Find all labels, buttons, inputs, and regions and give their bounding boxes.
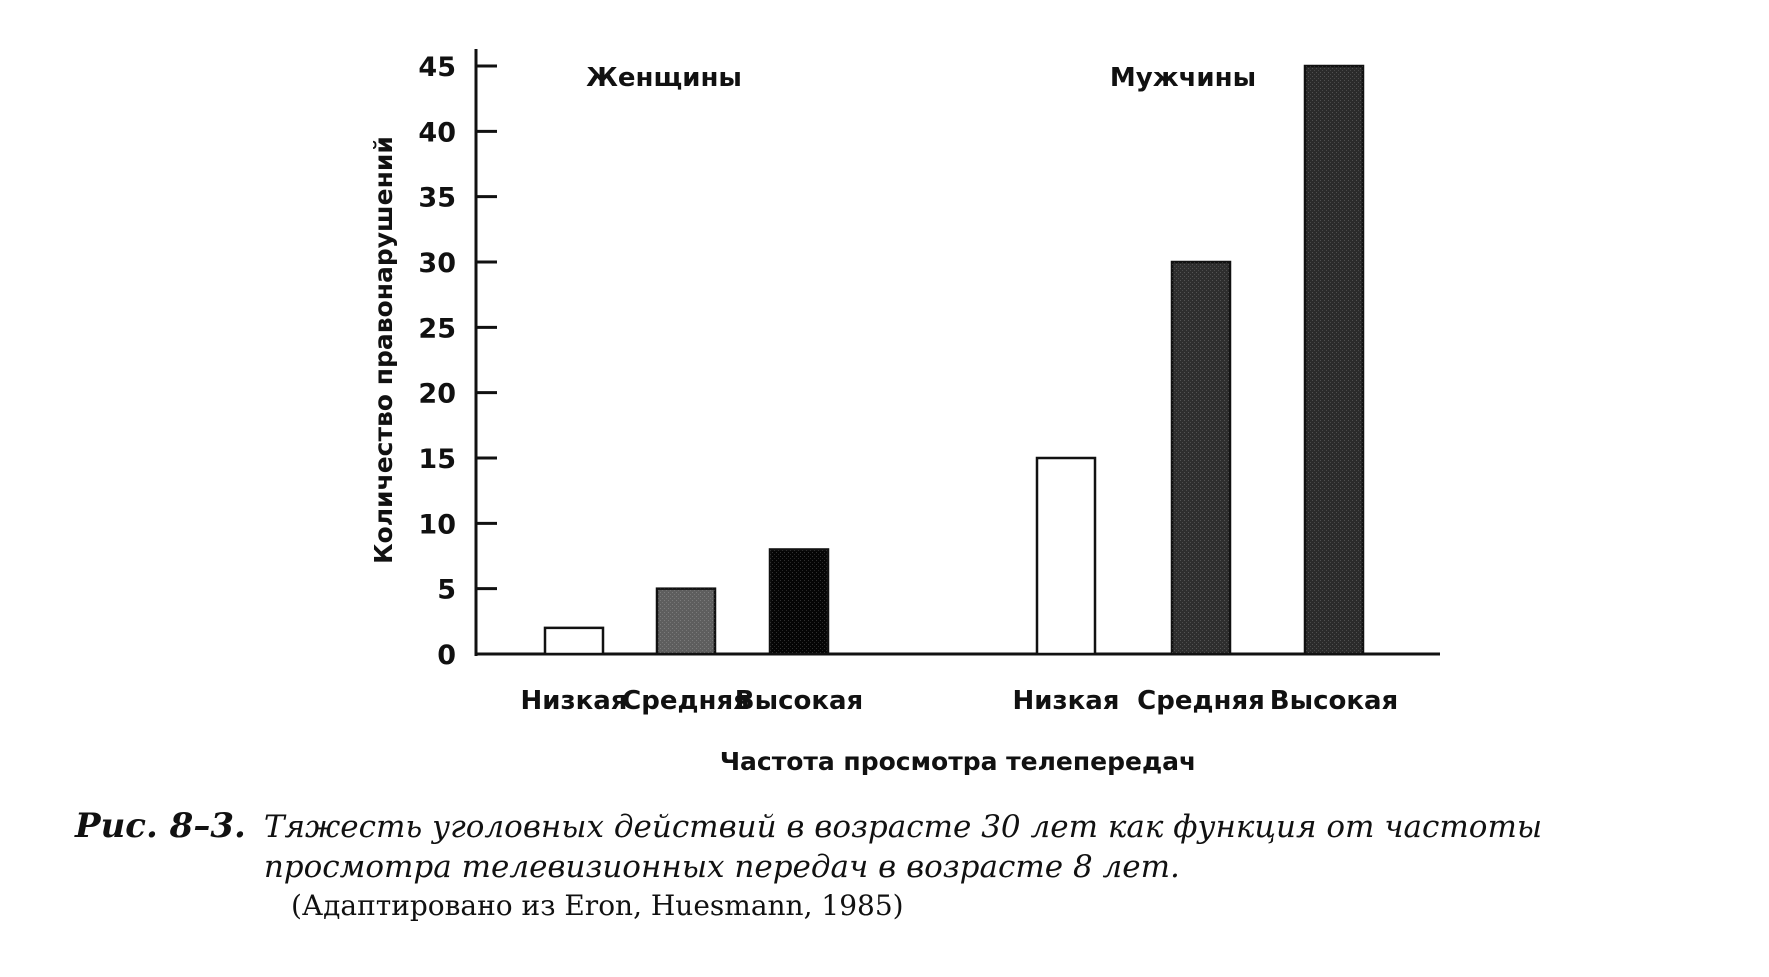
group-label: Мужчины bbox=[1109, 63, 1257, 93]
category-label: Средняя bbox=[622, 686, 750, 716]
bar bbox=[1037, 458, 1095, 654]
y-tick-label: 0 bbox=[437, 640, 456, 671]
category-labels bbox=[521, 686, 1399, 716]
y-tick-label: 20 bbox=[418, 378, 456, 410]
bars bbox=[545, 66, 1363, 654]
y-tick-label: 10 bbox=[418, 509, 456, 541]
bar-texture bbox=[770, 549, 828, 654]
y-tick-label: 5 bbox=[437, 574, 456, 606]
bar-texture bbox=[1172, 262, 1230, 654]
y-tick-label: 30 bbox=[418, 248, 456, 279]
figure-number: Рис. 8–3. bbox=[75, 806, 246, 846]
x-axis-label: Частота просмотра телепередач bbox=[719, 747, 1197, 776]
bar-texture bbox=[1305, 66, 1363, 654]
category-label: Низкая bbox=[520, 686, 628, 716]
category-label: Высокая bbox=[734, 686, 864, 716]
figure-caption bbox=[75, 806, 1715, 922]
category-label: Средняя bbox=[1137, 686, 1265, 716]
group-labels bbox=[586, 63, 1256, 93]
bar bbox=[545, 628, 603, 654]
group-label: Женщины bbox=[586, 63, 742, 93]
category-label: Высокая bbox=[1269, 686, 1399, 716]
figure-source: (Адаптировано из Eron, Huesmann, 1985) bbox=[291, 889, 904, 922]
bar-texture bbox=[657, 589, 715, 654]
figure-title: Тяжесть уголовных действий в возрасте 30 лет как функция от частоты просмотра телевизионных передач в возрасте 8 лет. bbox=[263, 809, 1543, 885]
category-label: Низкая bbox=[1012, 686, 1120, 716]
y-axis bbox=[418, 49, 497, 671]
y-tick-label: 35 bbox=[418, 182, 456, 214]
y-tick-label: 45 bbox=[418, 52, 456, 83]
y-tick-label: 15 bbox=[418, 444, 456, 475]
y-tick-label: 40 bbox=[418, 117, 456, 149]
y-axis-label: Количество правонарушений bbox=[369, 136, 398, 564]
y-tick-label: 25 bbox=[418, 313, 456, 345]
